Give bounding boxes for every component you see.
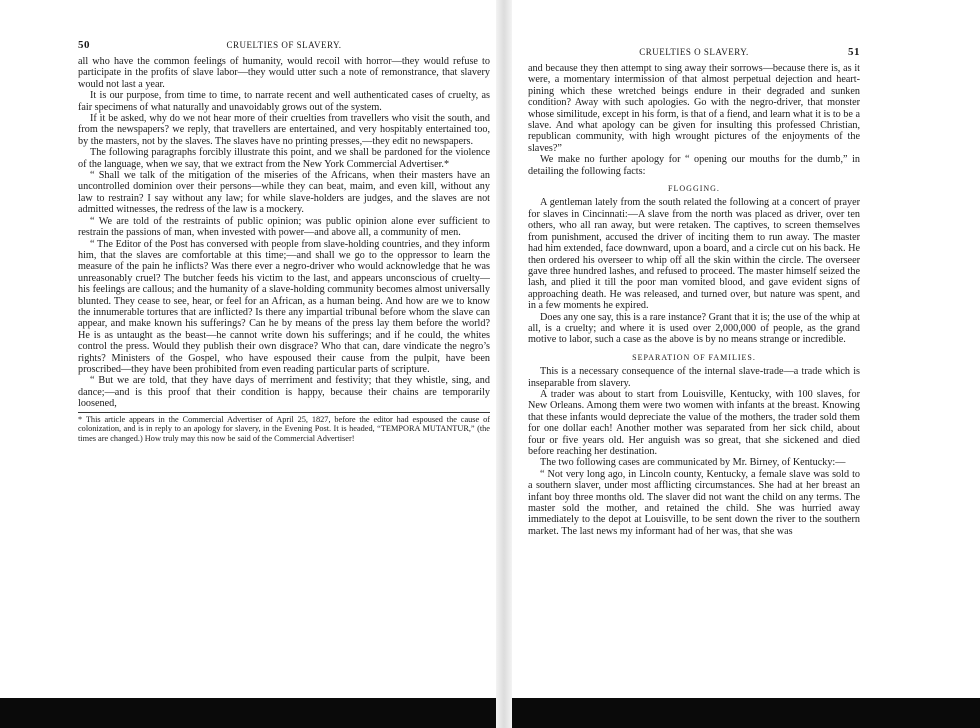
left-page-header bbox=[78, 40, 490, 56]
running-head: CRUELTIES O SLAVERY. bbox=[639, 47, 749, 57]
paragraph: It is our purpose, from time to time, to narrate recent and well authenticated cases of cruelty, as fair specimens of what naturally and unavoidably grows out of the system. bbox=[78, 90, 490, 113]
scan-border-right bbox=[512, 698, 980, 728]
paragraph: We make no further apology for “ opening our mouths for the dumb,” in detailing the following facts: bbox=[528, 154, 860, 177]
left-page-body bbox=[78, 56, 490, 443]
section-heading-separation: SEPARATION OF FAMILIES. bbox=[632, 352, 756, 362]
paragraph: The two following cases are communicated by Mr. Birney, of Kentucky:— bbox=[540, 457, 846, 469]
paragraph: A gentleman lately from the south related the following at a concert of prayer for slaves in Cincinnati:—A slave from the north was placed as driver, over ten others, who all ran away, but were retaken. The captives, to screen themselves from punishment, accused the driver of inciting them to run away. The master had him extended, face downward, upon a board, and a circle cut on his back. He then ordered his overseer to whip off all the skin within the circle. The overseer gave three hundred lashes, and refused to proceed. The master himself seized the lash, and plied it till the poor man vomited blood, and gave evident signs of approaching death. He was released, and turned over, but nature was spent, and in a few moments he expired. bbox=[528, 197, 860, 312]
book-gutter bbox=[496, 0, 512, 728]
paragraph: “ Shall we talk of the mitigation of the miseries of the Africans, when their masters have an uncontrolled dominion over their persons—while they can beat, maim, and even kill, without any law to restrain? I say without any law; for while slave-holders are judges, and the slaves are not admitted witnesses, the redress of the law is a mockery. bbox=[78, 170, 490, 216]
paragraph: The following paragraphs forcibly illustrate this point, and we shall be pardoned for the violence of the language, when we say, that we extract from the New York Commercial Advertiser.* bbox=[78, 147, 490, 170]
paragraph: “ But we are told, that they have days of merriment and festivity; that they whistle, sing, and dance;—and is this proof that their condition is happy, because their chains are temporarily loosened, bbox=[78, 375, 490, 410]
left-page bbox=[78, 0, 490, 728]
paragraph: This is a necessary consequence of the internal slave-trade—a trade which is inseparable from slavery. bbox=[528, 366, 860, 389]
section-heading-flogging: FLOGGING. bbox=[668, 184, 720, 194]
paragraph: “ We are told of the restraints of public opinion; was public opinion alone ever sufficient to restrain the passions of man, when invested with power—and above all, a community of men. bbox=[78, 215, 490, 239]
right-page-body bbox=[528, 63, 860, 537]
paragraph: and because they then attempt to sing away their sorrows—because there is, as it were, a momentary intermission of that almost perpetual dejection and heart-pining which these wretched beings endure in their degraded and sunken condition? Away with such apologies. Go with the negro-driver, that monster whose similitude, except in his form, is that of a fiend, and learn what it is to be a slave. And what apology can be given for insulting this professed Christian, republican community, with high wrought pictures of the enjoyments of the slaves?” bbox=[528, 63, 860, 154]
running-head: CRUELTIES OF SLAVERY. bbox=[226, 40, 342, 50]
paragraph: If it be asked, why do we not hear more of their cruelties from travellers who visit the south, and from the newspapers? we reply, that travellers are entertained, and very hospitably entertained too, by the masters, not by the slaves. The slaves have no printing presses,—they edit no newspapers. bbox=[78, 113, 490, 147]
paragraph: A trader was about to start from Louisville, Kentucky, with 100 slaves, for New Orleans. Among them were two women with infants at the breast. Knowing that these infants would depreciate the value of the mothers, the trader sold them for one dollar each! Another mother was separated from her sick child, about four or five years old. Her anguish was so great, that she sickened and died before reaching her destination. bbox=[528, 388, 860, 457]
paragraph: all who have the common feelings of humanity, would recoil with horror—they would refuse to participate in the profits of slave labor—they would utter such a note of remonstrance, that slavery would not last a year. bbox=[78, 56, 490, 90]
page-number: 50 bbox=[78, 39, 90, 51]
paragraph: “ Not very long ago, in Lincoln county, Kentucky, a female slave was sold to a southern slaver, under most afflicting circumstances. She had at her breast an infant boy three months old. The slaver did not want the child on any terms. The master sold the mother, and retained the child. She was hurried away immediately to the depot at Louisville, to be sent down the river to the southern market. The last news my informant had of her was, that she was bbox=[528, 468, 860, 537]
scan-border-left bbox=[0, 698, 496, 728]
right-page-header bbox=[528, 47, 860, 63]
paragraph: Does any one say, this is a rare instance? Grant that it is; the use of the whip at all, is a cruelty; and where it is used over 2,000,000 of people, as the grand motive to labor, such a case as the above is by no means strange or incredible. bbox=[528, 311, 860, 346]
page-number: 51 bbox=[848, 46, 860, 58]
footnote: * This article appears in the Commercial Advertiser of April 25, 1827, before the editor had espoused the cause of colonization, and is in reply to an apology for slavery, in the Evening Post. It is headed, “TEMPORA MUTANTUR,” (the times are changed.) How truly may this now be said of the Commercial Advertiser! bbox=[78, 412, 490, 444]
right-page bbox=[528, 0, 860, 728]
paragraph: “ The Editor of the Post has conversed with people from slave-holding countries, and they inform him, that the slaves are comfortable at this time;—and shall we go to the oppressor to learn the measure of the pain he inflicts? Was there ever a negro-driver who would acknowledge that he was unreasonably cruel? The butcher feeds his victim to the last, and appears unconscious of cruelty—his feelings are callous; and the humanity of a slave-holding community becomes almost universally blunted. They cease to see, hear, or feel for an African, as a human being. And how are we to know the innumerable tortures that are inflicted? Is there any impartial tribunal before whom the slave can appear, and make known his sufferings? Can he by means of the press lay them before the world? He is as untaught as the beast—he cannot write down his sufferings; and if he could, the whites control the press. Would they publish their own disgrace? Who that can, dare vindicate the negro’s rights? Ministers of the Gospel, who have espoused their cause from the pulpit, have been proscribed—they have been prohibited from even reading particular parts of scripture. bbox=[78, 238, 490, 375]
